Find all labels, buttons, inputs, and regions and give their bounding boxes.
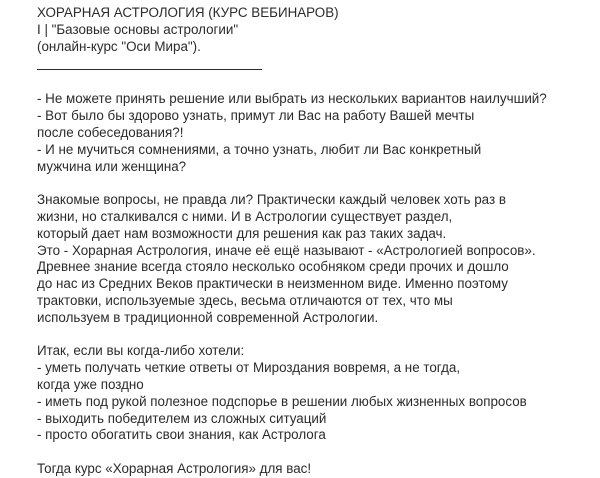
question-line: - Вот было бы здорово узнать, примут ли Вас на работу Вашей мечты [37,108,475,124]
benefits-list [37,343,592,444]
benefit-item: - уметь получать четкие ответы от Мироздания вовремя, а не тогда, [37,360,461,376]
paragraph-gap [37,444,592,461]
intro-line: который дает нам возможности для решения как раз таких задач. [37,225,447,241]
course-note: (онлайн-курс "Оси Мира"). [37,38,201,54]
closing-line: Тогда курс «Хорарная Астрология» для вас! [37,460,312,476]
benefit-item: когда уже поздно [37,376,144,392]
intro-line: Знакомые вопросы, не правда ли? Практически каждый человек хоть раз в [37,192,506,208]
question-line: мужчина или женщина? [37,158,187,174]
intro-line: до нас из Средних Веков практически в неизменном виде. Именно поэтому [37,276,508,292]
benefit-item: - выходить победителем из сложных ситуаций [37,410,327,426]
intro-line: трактовки, используемые здесь, весьма отличаются от тех, что мы [37,292,453,308]
questions-block [37,91,592,175]
question-line: - Не можете принять решение или выбрать из нескольких вариантов наилучший? [37,91,547,107]
intro-line: Это - Хорарная Астрология, иначе её ещё называют - «Астрологией вопросов». [37,242,536,258]
paragraph-gap [37,327,592,344]
paragraph-gap [37,175,592,192]
intro-line: Древнее знание всегда стояло несколько особняком среди прочих и дошло [37,259,509,275]
benefits-lead: Итак, если вы когда-либо хотели: [37,343,245,359]
benefit-item: - иметь под рукой полезное подспорье в решении любых жизненных вопросов [37,393,527,409]
intro-line: жизни, но сталкивался с ними. И в Астрологии существует раздел, [37,208,453,224]
intro-line: используем в традиционной современной Астрологии. [37,309,379,325]
divider [37,69,262,70]
question-line: после собеседования?! [37,124,184,140]
benefit-item: - просто обогатить свои знания, как Астролога [37,427,326,443]
course-title: ХОРАРНАЯ АСТРОЛОГИЯ (КУРС ВЕБИНАРОВ) [37,5,339,20]
course-subtitle: I | "Базовые основы астрологии" [37,21,239,37]
intro-paragraph [37,192,592,326]
question-line: - И не мучиться сомнениями, а точно узнать, любит ли Вас конкретный [37,141,482,157]
document-body [37,5,592,478]
